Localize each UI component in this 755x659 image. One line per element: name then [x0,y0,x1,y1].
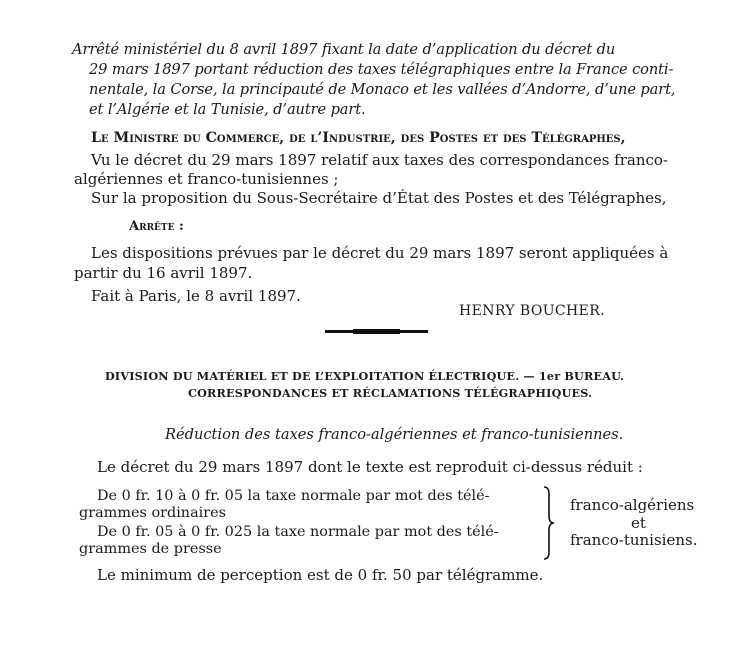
brace-label-franco-algeriens: franco-algériens [570,496,695,514]
arrete-title-line-1: Arrêté ministériel du 8 avril 1897 fixant la date d’application du décret du [72,41,616,58]
sur-proposition-line: Sur la proposition du Sous-Secrétaire d’État des Postes et des Télégraphes, [91,189,667,207]
signature: HENRY BOUCHER. [459,303,606,319]
curly-brace-icon [542,486,556,560]
vu-line-2: algériennes et franco-tunisiennes ; [74,170,339,188]
division-line-1: DIVISION DU MATÉRIEL ET DE L’EXPLOITATION ÉLECTRIQUE. — 1er BUREAU. [105,369,625,383]
brace-label-et: et [631,514,646,532]
decret-line: Le décret du 29 mars 1897 dont le texte est reproduit ci-dessus réduit : [97,458,643,476]
minimum-perception-line: Le minimum de perception est de 0 fr. 50 par télégramme. [97,566,544,584]
minister-heading: Le Ministre du Commerce, de l’Industrie, des Postes et des Télégraphes, [91,130,626,146]
arrete-title-line-2: 29 mars 1897 portant réduction des taxes télégraphiques entre la France conti- [89,61,674,78]
arrete-title-line-4: et l’Algérie et la Tunisie, d’autre part. [89,101,366,118]
arrete-title-line-3: nentale, la Corse, la principauté de Monaco et les vallées d’Andorre, d’une part, [89,81,676,98]
brace-label-franco-tunisiens: franco-tunisiens. [570,531,698,549]
vu-line-1: Vu le décret du 29 mars 1897 relatif aux taxes des correspondances franco- [91,151,668,169]
dispositions-line-1: Les dispositions prévues par le décret du 29 mars 1897 seront appliquées à [91,244,669,262]
fait-a-paris: Fait à Paris, le 8 avril 1897. [91,287,301,305]
division-line-2: CORRESPONDANCES ET RÉCLAMATIONS TÉLÉGRAPHIQUES. [188,386,593,400]
item-presse-line-1: De 0 fr. 05 à 0 fr. 025 la taxe normale par mot des télé- [97,524,499,540]
item-presse-line-2: grammes de presse [79,541,222,557]
item-ordinaires-line-2: grammes ordinaires [79,505,227,521]
section-divider [325,330,428,333]
reduction-title: Réduction des taxes franco-algériennes et franco-tunisiennes. [165,426,624,443]
item-ordinaires-line-1: De 0 fr. 10 à 0 fr. 05 la taxe normale par mot des télé- [97,488,490,504]
dispositions-line-2: partir du 16 avril 1897. [74,264,253,282]
arrete-label: Arrête : [129,219,184,234]
